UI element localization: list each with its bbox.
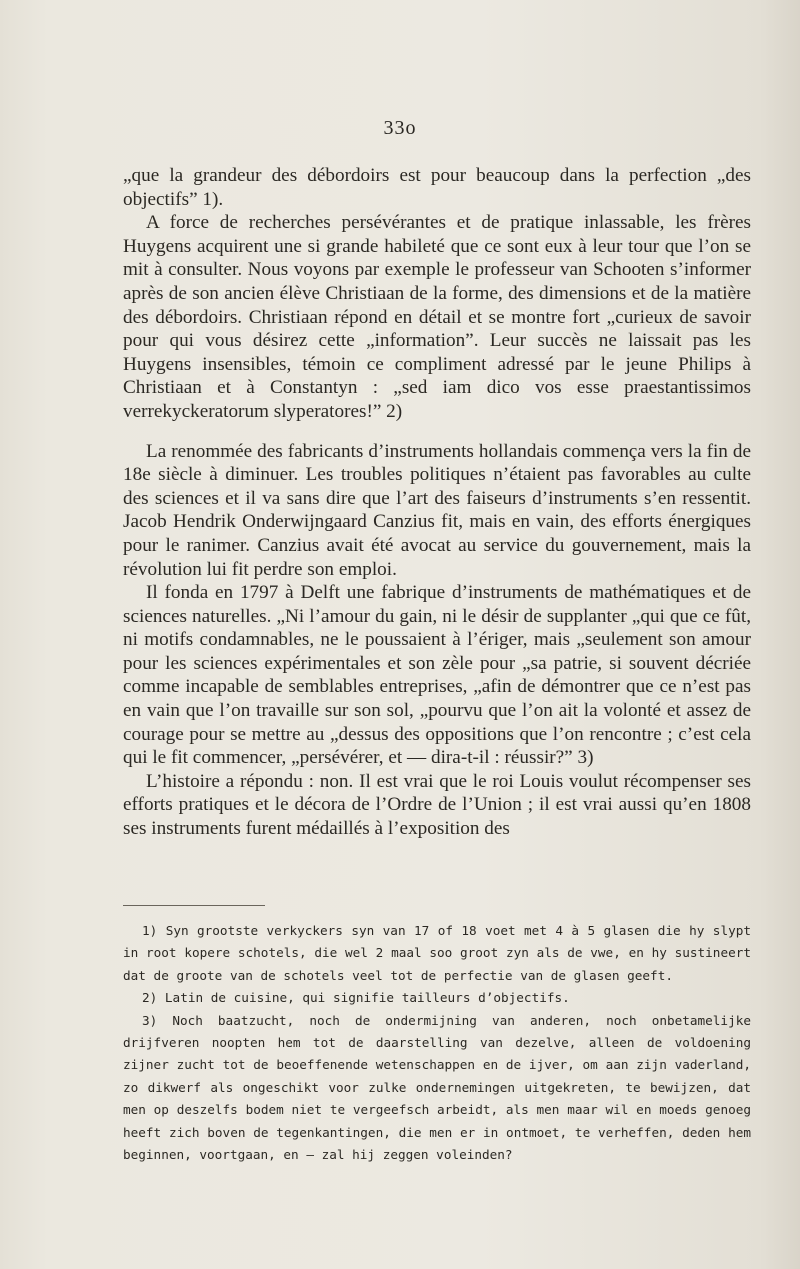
body-text: [123, 164, 751, 841]
footnote-1: 1) Syn grootste verkyckers syn van 17 of 18 voet met 4 à 5 glasen die hy slypt in root kopere schotels, die wel 2 maal soo groot zyn als de vwe, en hy sustineert dat de groote van de schotels veel tot de perfectie van de glasen geeft.: [123, 923, 751, 983]
paragraph-delft: Il fonda en 1797 à Delft une fabrique d’instruments de mathématiques et de sciences naturelles. „Ni l’amour du gain, ni le désir de supplanter „qui que ce fût, ni motifs condamnables, ne le poussaient à l’ériger, mais „seulement son amour pour les sciences expérimentales et son zèle pour „sa patrie, si souvent décriée comme incapable de semblables entreprises, „afin de démontrer que ce n’est pas en vain que l’on travaille sur son sol, „pourvu que l’on ait la volonté et assez de courage pour se mettre au „dessus des oppositions que l’on rencontre ; c’est cela qui le fit commencer, „persévérer, et — dira-t-il : réussir?” 3): [123, 582, 751, 769]
footnotes: [123, 920, 751, 1166]
page-number: 33o: [383, 117, 417, 139]
footnote-rule: [123, 905, 265, 906]
paragraph-histoire: L’histoire a répondu : non. Il est vrai que le roi Louis voulut récompenser ses efforts pratiques et le décora de l’Ordre de l’Union ; il est vrai aussi qu’en 1808 ses instruments furent médaillés à l’exposition des: [123, 770, 751, 840]
paragraph-quote-end: „que la grandeur des débordoirs est pour beaucoup dans la perfection „des objectifs” 1).: [123, 165, 751, 210]
paragraph-huygens: A force de recherches persévérantes et de pratique inlassable, les frères Huygens acquirent une si grande habileté que ce sont eux à leur tour que l’on se mit à consulter. Nous voyons par exemple le professeur van Schooten s’informer après de son ancien élève Christiaan de la forme, des dimensions et de la matière des débordoirs. Christiaan répond en détail et se montre fort „curieux de savoir pour qui vous désirez cette „information”. Leur succès ne laissait pas les Huygens insensibles, témoin ce compliment adressé par le jeune Philips à Christiaan et à Constantyn : „sed iam dico vos esse praestantissimos verrekyckeratorum slyperatores!” 2): [123, 212, 751, 422]
footnote-3: 3) Noch baatzucht, noch de ondermijning van anderen, noch onbetamelijke drijfveren noopten hem tot de daarstelling van dezelve, alleen de voldoening zijner zucht tot de beoeffenende wetenschappen en de ijver, om aan zijn vaderland, zo dikwerf als ongeschikt voor zulke ondernemingen uitgekreten, te bewijzen, dat men op deszelfs bodem niet te vergeefsch arbeidt, als men maar wil en moeds genoeg heeft zich boven de tegenkantingen, die men er in ontmoet, te verheffen, deden hem beginnen, voortgaan, en — zal hij zeggen voleinden?: [123, 1012, 751, 1163]
paragraph-renommee: La renommée des fabricants d’instruments hollandais commença vers la fin de 18e siècle à diminuer. Les troubles politiques n’étaient pas favorables au culte des sciences et il va sans dire que l’art des faiseurs d’instruments s’en ressentit. Jacob Hendrik Onderwijngaard Canzius fit, mais en vain, des efforts énergiques pour le ranimer. Canzius avait été avocat au service du gouvernement, mais la révolution lui fit perdre son emploi.: [123, 440, 751, 580]
footnote-2: 2) Latin de cuisine, qui signifie tailleurs d’objectifs.: [142, 990, 570, 1006]
